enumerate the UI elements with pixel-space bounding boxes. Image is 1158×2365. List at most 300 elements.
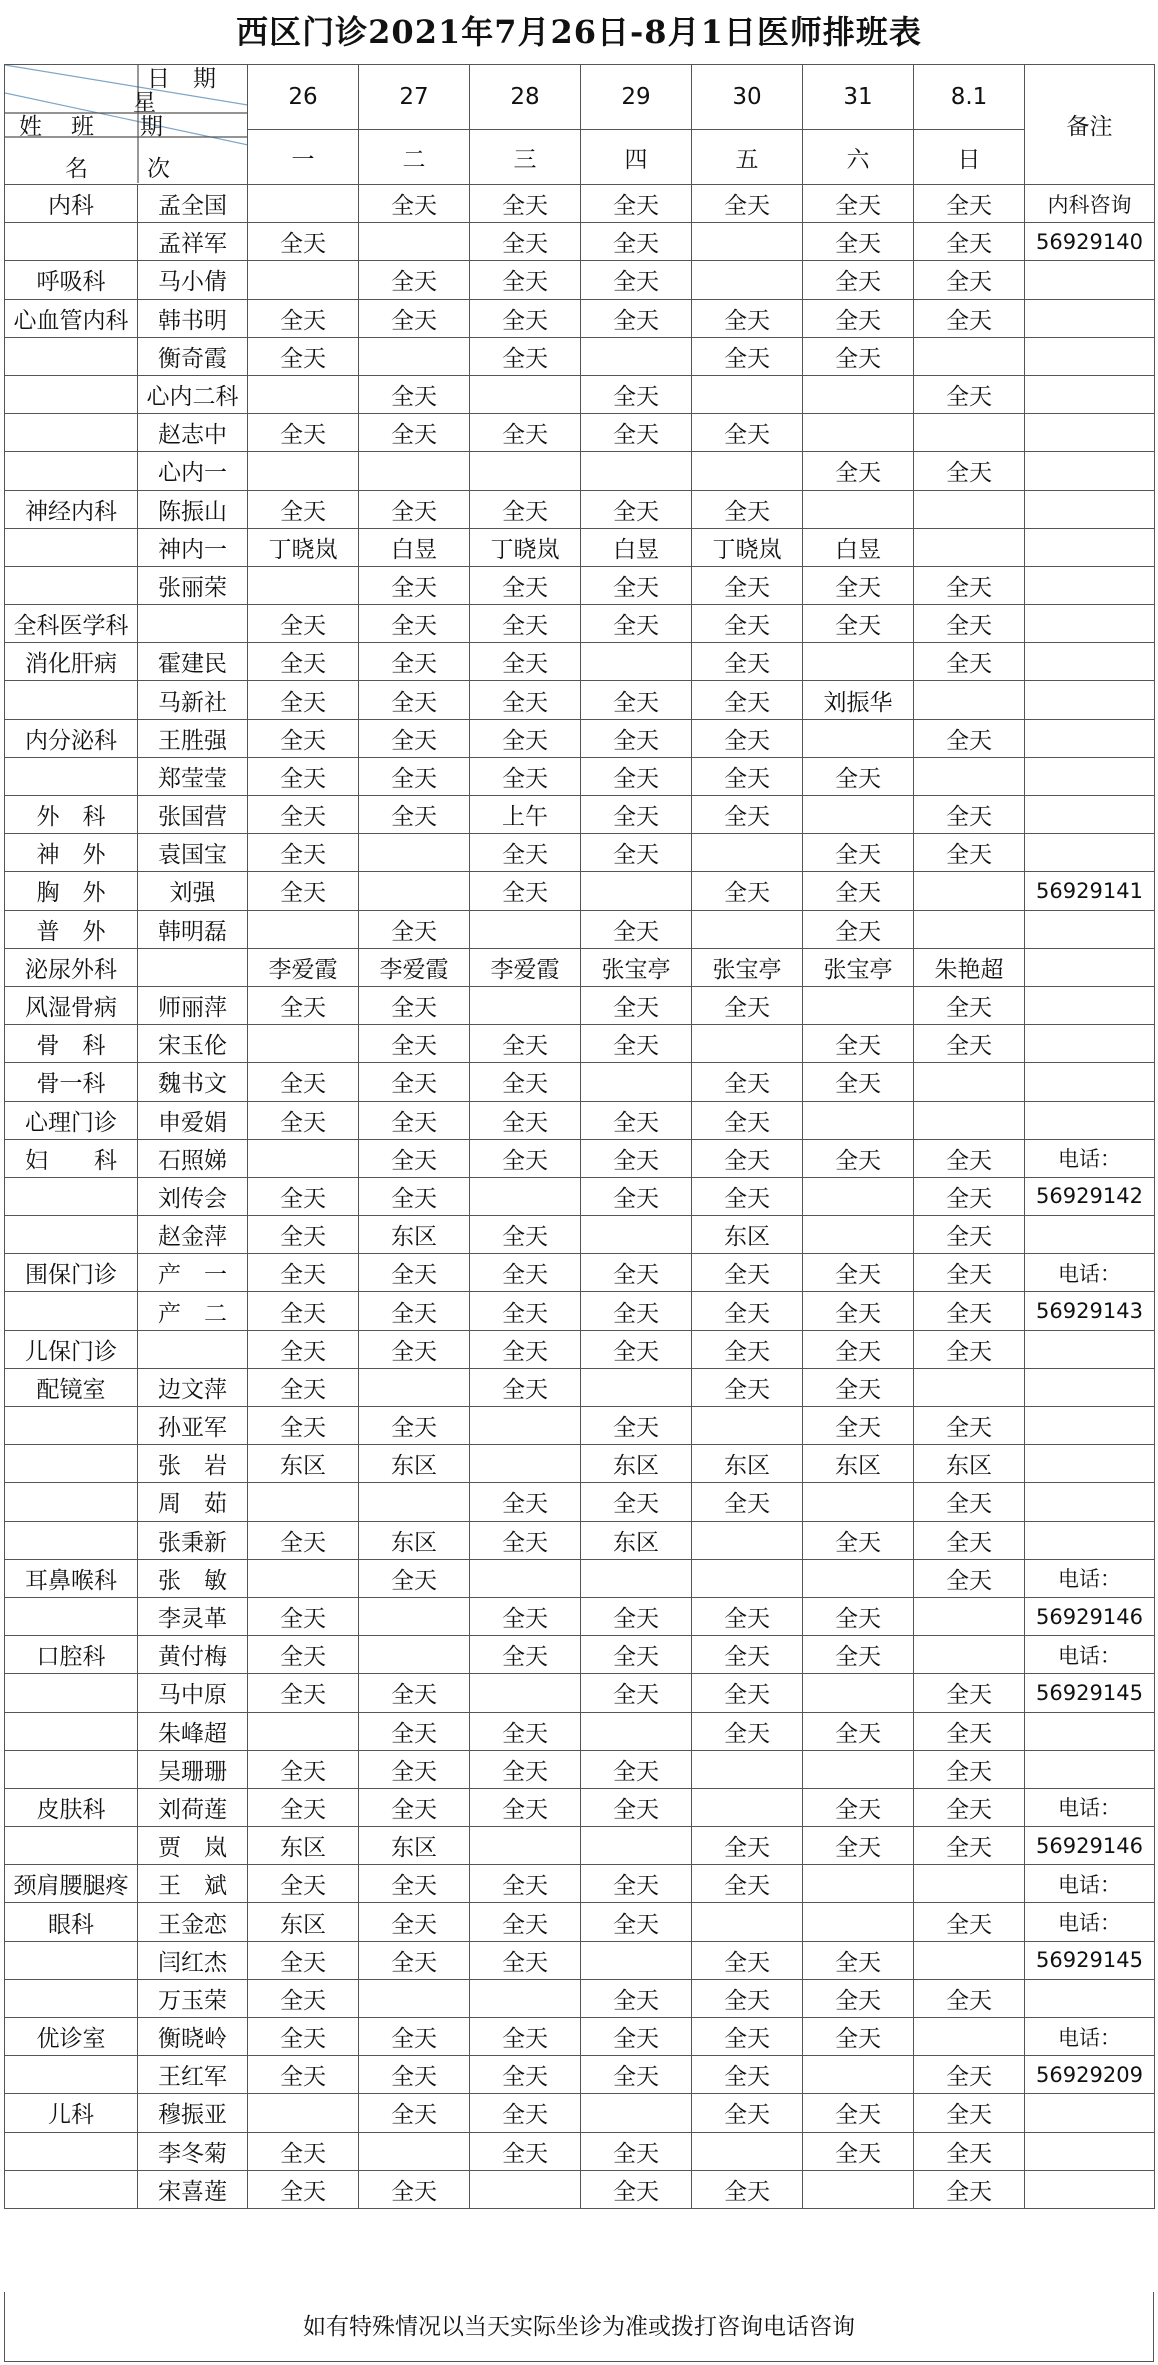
shift-cell	[914, 2018, 1025, 2056]
shift-cell: 全天	[692, 1063, 803, 1101]
shift-cell	[914, 1063, 1025, 1101]
shift-cell: 全天	[581, 2018, 692, 2056]
shift-cell	[359, 872, 470, 910]
shift-cell	[692, 1025, 803, 1063]
header-row-dates	[5, 65, 1155, 130]
shift-cell	[248, 375, 359, 413]
shift-cell: 全天	[248, 1368, 359, 1406]
shift-cell: 全天	[359, 2018, 470, 2056]
shift-cell: 李爱霞	[248, 948, 359, 986]
doctor-name-cell	[138, 948, 248, 986]
shift-cell: 全天	[914, 1254, 1025, 1292]
shift-cell: 上午	[470, 796, 581, 834]
shift-cell: 全天	[803, 2132, 914, 2170]
shift-cell: 全天	[914, 261, 1025, 299]
shift-cell: 全天	[914, 1139, 1025, 1177]
note-cell: 电话：	[1025, 1139, 1155, 1177]
shift-cell	[359, 1597, 470, 1635]
shift-cell: 全天	[692, 2056, 803, 2094]
note-cell	[1025, 299, 1155, 337]
shift-cell: 全天	[692, 1636, 803, 1674]
table-row	[5, 1674, 1155, 1712]
note-cell: 电话：	[1025, 1254, 1155, 1292]
shift-cell: 全天	[248, 1254, 359, 1292]
shift-cell: 全天	[359, 414, 470, 452]
shift-cell: 全天	[581, 1330, 692, 1368]
shift-cell: 全天	[803, 605, 914, 643]
shift-cell: 全天	[470, 1865, 581, 1903]
shift-cell: 全天	[359, 375, 470, 413]
weekday-header: 一	[248, 130, 359, 185]
note-cell	[1025, 566, 1155, 604]
note-cell	[1025, 757, 1155, 795]
shift-cell	[581, 1559, 692, 1597]
shift-cell: 全天	[914, 2170, 1025, 2208]
shift-cell: 全天	[470, 1483, 581, 1521]
shift-cell: 全天	[470, 299, 581, 337]
dept-cell: 颈肩腰腿疼	[5, 1865, 138, 1903]
table-row	[5, 185, 1155, 223]
note-cell	[1025, 643, 1155, 681]
shift-cell: 全天	[914, 1827, 1025, 1865]
shift-cell: 全天	[914, 1979, 1025, 2017]
shift-cell: 李爱霞	[470, 948, 581, 986]
shift-cell	[248, 185, 359, 223]
shift-cell: 全天	[692, 1177, 803, 1215]
shift-cell: 全天	[803, 1827, 914, 1865]
shift-cell: 全天	[470, 757, 581, 795]
table-row	[5, 375, 1155, 413]
shift-cell: 全天	[359, 643, 470, 681]
shift-cell	[914, 681, 1025, 719]
table-row	[5, 1177, 1155, 1215]
shift-cell	[359, 1636, 470, 1674]
diag-date-label: 日 期	[147, 66, 216, 92]
table-row	[5, 414, 1155, 452]
dept-cell	[5, 337, 138, 375]
dept-cell	[5, 681, 138, 719]
shift-cell: 全天	[248, 223, 359, 261]
shift-cell: 全天	[692, 299, 803, 337]
shift-cell: 全天	[803, 223, 914, 261]
shift-cell	[914, 1597, 1025, 1635]
shift-cell	[581, 1368, 692, 1406]
shift-cell: 全天	[692, 719, 803, 757]
shift-cell: 全天	[248, 337, 359, 375]
dept-cell: 风湿骨病	[5, 986, 138, 1024]
shift-cell: 东区	[359, 1445, 470, 1483]
shift-cell: 全天	[803, 1636, 914, 1674]
shift-cell: 全天	[470, 490, 581, 528]
shift-cell: 全天	[914, 452, 1025, 490]
shift-cell: 全天	[914, 2132, 1025, 2170]
shift-cell: 全天	[803, 1139, 914, 1177]
shift-cell: 全天	[470, 681, 581, 719]
dept-cell	[5, 1177, 138, 1215]
note-cell: 56929141	[1025, 872, 1155, 910]
shift-cell: 全天	[248, 1407, 359, 1445]
shift-cell: 全天	[803, 1368, 914, 1406]
shift-cell: 全天	[470, 1521, 581, 1559]
shift-cell: 全天	[248, 643, 359, 681]
doctor-name-cell: 石照娣	[138, 1139, 248, 1177]
doctor-name-cell	[138, 1330, 248, 1368]
shift-cell: 全天	[692, 643, 803, 681]
shift-cell: 全天	[914, 375, 1025, 413]
shift-cell: 全天	[914, 299, 1025, 337]
table-row	[5, 796, 1155, 834]
shift-cell: 全天	[914, 1750, 1025, 1788]
shift-cell: 全天	[359, 1330, 470, 1368]
shift-cell: 全天	[470, 1330, 581, 1368]
note-cell: 电话：	[1025, 1559, 1155, 1597]
shift-cell: 全天	[581, 1903, 692, 1941]
doctor-name-cell: 贾 岚	[138, 1827, 248, 1865]
shift-cell: 全天	[803, 910, 914, 948]
shift-cell	[359, 452, 470, 490]
shift-cell: 全天	[581, 1674, 692, 1712]
shift-cell	[803, 1101, 914, 1139]
doctor-name-cell: 韩明磊	[138, 910, 248, 948]
shift-cell: 全天	[359, 1139, 470, 1177]
shift-cell: 全天	[692, 605, 803, 643]
shift-cell	[359, 1368, 470, 1406]
shift-cell: 全天	[803, 1521, 914, 1559]
note-cell	[1025, 986, 1155, 1024]
shift-cell: 全天	[359, 681, 470, 719]
weekday-header: 日	[914, 130, 1025, 185]
shift-cell	[914, 1636, 1025, 1674]
shift-cell: 全天	[803, 566, 914, 604]
note-cell	[1025, 414, 1155, 452]
shift-cell: 全天	[359, 1941, 470, 1979]
shift-cell: 全天	[470, 185, 581, 223]
shift-cell: 全天	[581, 1025, 692, 1063]
shift-cell: 全天	[914, 2056, 1025, 2094]
doctor-name-cell: 孟全国	[138, 185, 248, 223]
doctor-name-cell: 李冬菊	[138, 2132, 248, 2170]
shift-cell: 全天	[803, 1025, 914, 1063]
dept-cell	[5, 1216, 138, 1254]
note-cell: 电话：	[1025, 1788, 1155, 1826]
shift-cell: 全天	[359, 910, 470, 948]
shift-cell: 全天	[359, 1407, 470, 1445]
shift-cell: 全天	[470, 1292, 581, 1330]
shift-cell: 全天	[803, 1597, 914, 1635]
table-row	[5, 1636, 1155, 1674]
shift-cell: 全天	[803, 452, 914, 490]
shift-cell: 全天	[248, 1750, 359, 1788]
shift-cell: 全天	[914, 2094, 1025, 2132]
shift-cell: 全天	[692, 1139, 803, 1177]
doctor-name-cell: 王胜强	[138, 719, 248, 757]
dept-cell	[5, 1292, 138, 1330]
shift-cell: 全天	[248, 1216, 359, 1254]
shift-cell: 全天	[692, 414, 803, 452]
doctor-name-cell: 闫红杰	[138, 1941, 248, 1979]
date-header: 30	[692, 65, 803, 130]
shift-cell: 全天	[470, 605, 581, 643]
dept-cell: 围保门诊	[5, 1254, 138, 1292]
shift-cell: 东区	[359, 1521, 470, 1559]
doctor-name-cell: 张国营	[138, 796, 248, 834]
note-cell	[1025, 1368, 1155, 1406]
shift-cell: 全天	[470, 1636, 581, 1674]
dept-cell	[5, 1521, 138, 1559]
shift-cell: 全天	[581, 1750, 692, 1788]
diag-name-top-label: 姓	[19, 114, 42, 140]
shift-cell	[581, 452, 692, 490]
note-cell	[1025, 1750, 1155, 1788]
doctor-name-cell: 赵金萍	[138, 1216, 248, 1254]
shift-cell: 丁晓岚	[692, 528, 803, 566]
note-header: 备注	[1025, 65, 1155, 185]
shift-cell: 全天	[470, 2132, 581, 2170]
shift-cell	[692, 1750, 803, 1788]
shift-cell: 全天	[914, 1674, 1025, 1712]
shift-cell	[914, 757, 1025, 795]
shift-cell: 全天	[248, 1177, 359, 1215]
shift-cell: 东区	[692, 1216, 803, 1254]
shift-cell: 全天	[359, 719, 470, 757]
table-row	[5, 1292, 1155, 1330]
table-row	[5, 1025, 1155, 1063]
doctor-name-cell: 刘荷莲	[138, 1788, 248, 1826]
shift-cell: 全天	[581, 1101, 692, 1139]
shift-cell	[470, 910, 581, 948]
shift-cell: 全天	[470, 566, 581, 604]
shift-cell	[692, 834, 803, 872]
shift-cell	[359, 223, 470, 261]
shift-cell	[692, 223, 803, 261]
shift-cell	[470, 1559, 581, 1597]
shift-cell	[803, 986, 914, 1024]
shift-cell: 全天	[803, 1063, 914, 1101]
shift-cell: 全天	[248, 1941, 359, 1979]
shift-cell: 全天	[581, 834, 692, 872]
shift-cell	[692, 910, 803, 948]
shift-cell	[359, 2132, 470, 2170]
shift-cell: 白昱	[803, 528, 914, 566]
shift-cell: 全天	[692, 490, 803, 528]
shift-cell: 全天	[248, 490, 359, 528]
dept-cell	[5, 1445, 138, 1483]
table-row	[5, 2170, 1155, 2208]
shift-cell: 全天	[359, 605, 470, 643]
doctor-name-cell: 孙亚军	[138, 1407, 248, 1445]
shift-cell: 全天	[581, 1254, 692, 1292]
shift-cell: 全天	[248, 1521, 359, 1559]
shift-cell: 全天	[359, 1674, 470, 1712]
shift-cell	[470, 452, 581, 490]
shift-cell: 全天	[248, 872, 359, 910]
table-row	[5, 2094, 1155, 2132]
date-header: 26	[248, 65, 359, 130]
shift-cell: 全天	[470, 1254, 581, 1292]
doctor-name-cell: 孟祥军	[138, 223, 248, 261]
weekday-header: 三	[470, 130, 581, 185]
shift-cell	[914, 1941, 1025, 1979]
dept-cell	[5, 1750, 138, 1788]
shift-cell	[581, 2094, 692, 2132]
note-cell: 56929146	[1025, 1827, 1155, 1865]
shift-cell	[803, 1750, 914, 1788]
shift-cell: 全天	[581, 261, 692, 299]
shift-cell: 全天	[359, 490, 470, 528]
shift-cell: 全天	[581, 605, 692, 643]
shift-cell	[692, 1559, 803, 1597]
shift-cell: 全天	[248, 2056, 359, 2094]
doctor-name-cell: 师丽萍	[138, 986, 248, 1024]
note-cell	[1025, 1216, 1155, 1254]
note-cell	[1025, 796, 1155, 834]
shift-cell: 全天	[914, 834, 1025, 872]
footer-note: 如有特殊情况以当天实际坐诊为准或拨打咨询电话咨询	[4, 2292, 1154, 2362]
shift-cell: 全天	[914, 643, 1025, 681]
shift-cell: 全天	[359, 2094, 470, 2132]
shift-cell: 全天	[692, 1254, 803, 1292]
doctor-name-cell: 霍建民	[138, 643, 248, 681]
shift-cell: 全天	[359, 1292, 470, 1330]
doctor-name-cell: 朱峰超	[138, 1712, 248, 1750]
shift-cell: 全天	[359, 1903, 470, 1941]
dept-cell: 骨一科	[5, 1063, 138, 1101]
shift-cell: 全天	[359, 1750, 470, 1788]
note-cell	[1025, 261, 1155, 299]
doctor-name-cell: 张 敏	[138, 1559, 248, 1597]
shift-cell: 全天	[914, 1483, 1025, 1521]
shift-cell: 全天	[581, 757, 692, 795]
shift-cell: 全天	[581, 719, 692, 757]
shift-cell	[581, 1941, 692, 1979]
doctor-name-cell: 王红军	[138, 2056, 248, 2094]
table-row	[5, 757, 1155, 795]
shift-cell: 白昱	[359, 528, 470, 566]
shift-cell: 全天	[692, 1712, 803, 1750]
shift-cell: 全天	[470, 223, 581, 261]
dept-cell: 全科医学科	[5, 605, 138, 643]
shift-cell: 全天	[248, 1101, 359, 1139]
note-cell	[1025, 1445, 1155, 1483]
shift-cell: 全天	[692, 337, 803, 375]
table-row	[5, 490, 1155, 528]
shift-cell: 东区	[359, 1827, 470, 1865]
doctor-name-cell: 马小倩	[138, 261, 248, 299]
table-row	[5, 605, 1155, 643]
dept-cell	[5, 1979, 138, 2017]
doctor-name-cell: 黄付梅	[138, 1636, 248, 1674]
note-cell: 56929145	[1025, 1674, 1155, 1712]
shift-cell: 全天	[914, 223, 1025, 261]
table-row	[5, 1827, 1155, 1865]
shift-cell: 全天	[692, 796, 803, 834]
table-row	[5, 1865, 1155, 1903]
shift-cell	[692, 1521, 803, 1559]
shift-cell: 全天	[803, 299, 914, 337]
shift-cell: 全天	[581, 2056, 692, 2094]
shift-cell: 全天	[803, 185, 914, 223]
doctor-name-cell: 马中原	[138, 1674, 248, 1712]
doctor-name-cell: 吴珊珊	[138, 1750, 248, 1788]
shift-cell	[359, 337, 470, 375]
shift-cell	[914, 910, 1025, 948]
shift-cell: 全天	[803, 1292, 914, 1330]
note-cell	[1025, 490, 1155, 528]
shift-cell	[248, 1483, 359, 1521]
shift-cell: 全天	[470, 414, 581, 452]
shift-cell: 全天	[803, 1407, 914, 1445]
shift-cell	[248, 452, 359, 490]
shift-cell	[803, 643, 914, 681]
shift-cell: 全天	[692, 872, 803, 910]
shift-cell: 全天	[359, 185, 470, 223]
shift-cell: 全天	[359, 1063, 470, 1101]
shift-cell: 全天	[914, 185, 1025, 223]
shift-cell: 全天	[248, 605, 359, 643]
table-row	[5, 1903, 1155, 1941]
shift-cell: 全天	[914, 1712, 1025, 1750]
doctor-name-cell: 宋玉伦	[138, 1025, 248, 1063]
shift-cell: 全天	[470, 2056, 581, 2094]
shift-cell: 全天	[470, 1788, 581, 1826]
shift-cell: 全天	[803, 757, 914, 795]
table-row	[5, 872, 1155, 910]
shift-cell	[248, 261, 359, 299]
dept-cell: 心血管内科	[5, 299, 138, 337]
doctor-name-cell: 心内二科	[138, 375, 248, 413]
table-row	[5, 1750, 1155, 1788]
shift-cell: 全天	[692, 1483, 803, 1521]
shift-cell	[803, 719, 914, 757]
note-cell	[1025, 1483, 1155, 1521]
doctor-name-cell: 马新社	[138, 681, 248, 719]
shift-cell: 全天	[692, 566, 803, 604]
shift-cell: 全天	[803, 834, 914, 872]
shift-cell: 全天	[914, 605, 1025, 643]
shift-cell: 全天	[359, 261, 470, 299]
date-header: 31	[803, 65, 914, 130]
dept-cell	[5, 566, 138, 604]
shift-cell: 全天	[248, 681, 359, 719]
shift-cell: 全天	[470, 1025, 581, 1063]
shift-cell: 全天	[914, 796, 1025, 834]
doctor-name-cell: 宋喜莲	[138, 2170, 248, 2208]
shift-cell: 全天	[470, 1368, 581, 1406]
note-cell: 56929140	[1025, 223, 1155, 261]
shift-cell: 全天	[803, 872, 914, 910]
shift-cell	[581, 1216, 692, 1254]
shift-cell: 全天	[692, 1292, 803, 1330]
doctor-name-cell: 韩书明	[138, 299, 248, 337]
dept-cell: 内分泌科	[5, 719, 138, 757]
shift-cell: 东区	[359, 1216, 470, 1254]
shift-cell	[581, 1827, 692, 1865]
dept-cell: 配镜室	[5, 1368, 138, 1406]
shift-cell: 全天	[248, 986, 359, 1024]
note-cell: 56929142	[1025, 1177, 1155, 1215]
note-cell: 56929209	[1025, 2056, 1155, 2094]
table-row	[5, 452, 1155, 490]
shift-cell	[470, 1827, 581, 1865]
shift-cell: 全天	[470, 1941, 581, 1979]
shift-cell: 全天	[470, 834, 581, 872]
shift-cell: 全天	[581, 185, 692, 223]
dept-cell	[5, 1941, 138, 1979]
shift-cell: 全天	[581, 1407, 692, 1445]
dept-cell: 普 外	[5, 910, 138, 948]
shift-cell: 全天	[470, 2094, 581, 2132]
shift-cell	[248, 910, 359, 948]
